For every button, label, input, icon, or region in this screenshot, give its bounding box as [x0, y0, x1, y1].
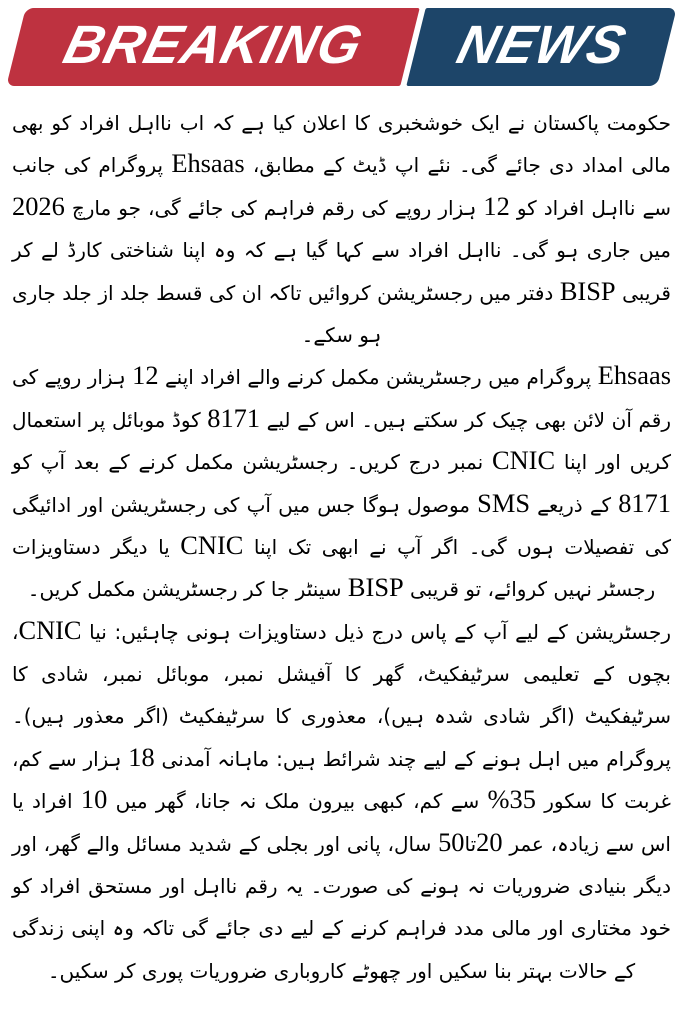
article-paragraph [12, 611, 671, 993]
article-body [0, 102, 683, 992]
urdu-text-segment: موصول ہوگا جس میں آپ کی رجسٹریشن اور ادائیگی کی تفصیلات ہوں گی۔ اگر آپ نے ابھی تک اپنا [12, 492, 671, 559]
latin-text-segment: 18 [128, 741, 155, 772]
urdu-text-segment: دفتر میں رجسٹریشن کروائیں تاکہ ان کی قسط جلد از جلد جاری ہو سکے۔ [12, 280, 560, 347]
latin-text-segment: CNIC [492, 445, 556, 476]
latin-text-segment: 50 [438, 826, 465, 857]
latin-text-segment: 12 [132, 360, 159, 391]
urdu-text-segment: افراد یا اس سے زیادہ، عمر [12, 789, 671, 856]
news-label-box [406, 8, 677, 86]
latin-text-segment: BISP [347, 572, 404, 603]
latin-text-segment: 2026 [12, 190, 65, 221]
urdu-text-segment: ہزار روپے کی رقم فراہم کی جائے گی، جو مارچ [64, 195, 484, 220]
latin-text-segment: 10 [80, 784, 108, 815]
urdu-text-segment: تا [464, 831, 477, 856]
urdu-text-segment: میں جاری ہو گی۔ نااہل افراد سے کہا گیا ہے کہ وہ اپنا شناختی کارڈ لے کر قریبی [12, 238, 671, 305]
article-paragraph [12, 102, 671, 356]
urdu-text-segment: ، بچوں کے تعلیمی سرٹیفکیٹ، گھر کا آفیشل نمبر، موبائل نمبر، شادی کا سرٹیفکیٹ (اگر شادی شدہ ہیں)، معذوری کا سرٹیفکیٹ (اگر معذور ہیں)۔ پروگرام میں اہل ہونے کے لیے چند شرائط ہیں: ماہانہ آمدنی [12, 619, 671, 771]
urdu-text-segment: ہزار سے کم، غربت کا سکور [12, 746, 671, 814]
latin-text-segment: SMS [477, 487, 530, 518]
latin-text-segment: CNIC [18, 614, 82, 645]
urdu-text-segment: پروگرام کی جانب سے نااہل افراد کو [12, 153, 671, 220]
urdu-text-segment: یا دیگر دستاویزات رجسٹر نہیں کروائے، تو قریبی [12, 534, 656, 602]
latin-text-segment: CNIC [180, 529, 244, 560]
urdu-text-segment: نمبر درج کریں۔ رجسٹریشن مکمل کرنے کے بعد آپ کو [12, 450, 492, 475]
urdu-text-segment: کے ذریعے [530, 492, 619, 517]
urdu-text-segment: رجسٹریشن کے لیے آپ کے پاس درج ذیل دستاویزات ہونی چاہئیں: نیا [81, 619, 671, 644]
urdu-text-segment: کوڈ موبائل پر استعمال کریں اور اپنا [12, 407, 671, 475]
latin-text-segment: 35% [487, 784, 536, 815]
latin-text-segment: BISP [559, 275, 616, 306]
urdu-text-segment: حکومت پاکستان نے ایک خوشخبری کا اعلان کیا ہے کہ اب نااہل افراد کو بھی مالی امداد دی جائے گی۔ نئے اپ ڈیٹ کے مطابق، [12, 111, 671, 178]
news-graphic-page [0, 8, 683, 1024]
latin-text-segment: Ehsaas [597, 360, 671, 391]
urdu-text-segment: سے کم، کبھی بیرون ملک نہ جانا، گھر میں [107, 789, 488, 814]
news-label: NEWS [451, 15, 633, 75]
urdu-text-segment: سینٹر جا کر رجسٹریشن مکمل کریں۔ [27, 577, 348, 602]
latin-text-segment: 8171 [207, 402, 261, 433]
latin-text-segment: 12 [483, 190, 510, 221]
breaking-label: BREAKING [57, 15, 369, 75]
urdu-text-segment: سال، پانی اور بجلی کے شدید مسائل والے گھر، اور دیگر بنیادی ضروریات نہ ہونے کی صورت۔ یہ رقم نااہل اور مستحق افراد کو خود مختاری اور مالی مدد فراہم کرنے کے لیے دی جائے گی تاکہ وہ اپنی زندگی کے حالات بہتر بنا سکیں اور چھوٹے کاروباری ضروریات پوری کر سکیں۔ [12, 831, 671, 983]
urdu-text-segment: ہزار روپے کی رقم آن لائن بھی چیک کر سکتے ہیں۔ اس کے لیے [12, 365, 671, 432]
latin-text-segment: 20 [476, 826, 503, 857]
breaking-news-banner [6, 8, 676, 86]
latin-text-segment: Ehsaas [171, 148, 245, 179]
article-paragraph [12, 356, 671, 610]
breaking-label-box [6, 8, 419, 86]
urdu-text-segment: پروگرام میں رجسٹریشن مکمل کرنے والے افراد اپنے [158, 365, 598, 390]
latin-text-segment: 8171 [618, 487, 671, 518]
